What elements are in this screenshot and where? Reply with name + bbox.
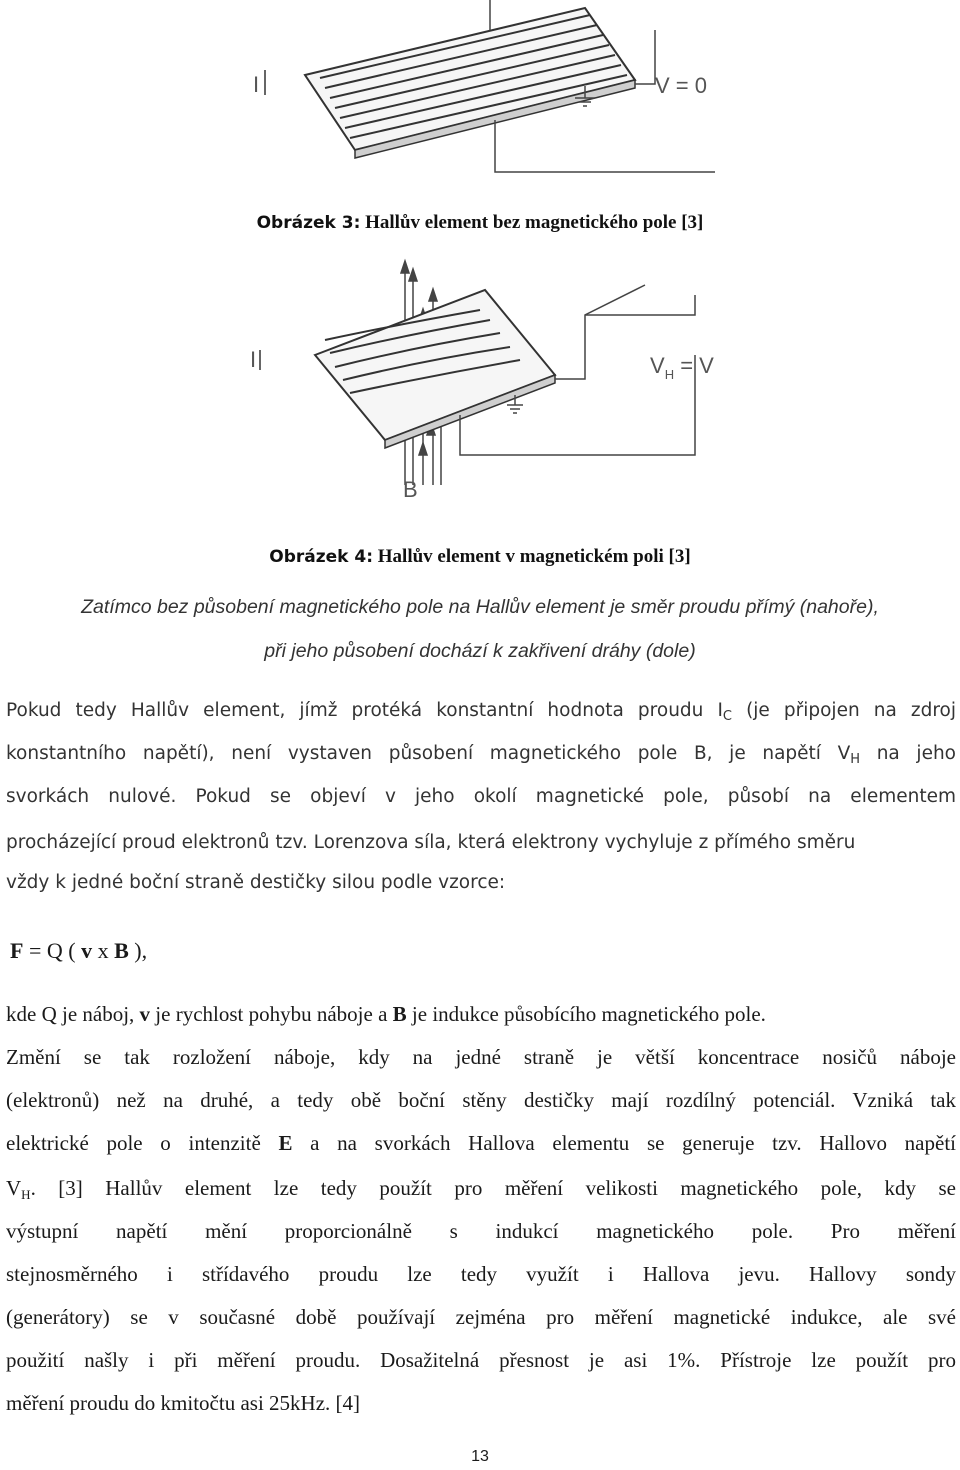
paragraph-line: vždy k jedné boční straně destičky silou podle vzorce: <box>6 872 506 893</box>
paragraph-line: kde Q je náboj, v je rychlost pohybu náboje a B je indukce působícího magnetického pole. <box>6 1002 766 1026</box>
lorentz-formula: F = Q ( v x B ), <box>10 938 148 963</box>
paragraph-line: měření proudu do kmitočtu asi 25kHz. [4] <box>6 1391 361 1415</box>
paragraph-line: výstupní napětí mění proporcionálně s indukcí magnetického pole. Pro měření <box>6 1219 956 1243</box>
figure-note-line-2: při jeho působení dochází k zakřivení dráhy (dole) <box>264 640 696 662</box>
paragraph-line: svorkách nulové. Pokud se objeví v jeho okolí magnetické pole, působí na elementem <box>6 786 956 807</box>
paragraph-line: procházející proud elektronů tzv. Lorenzova síla, která elektrony vychyluje z přímého směru <box>6 832 856 853</box>
figure-4-caption <box>0 546 960 568</box>
paragraph-line: (generátory) se v současné době používají zejména pro měření magnetické indukce, ale své <box>6 1305 956 1329</box>
hall-element-diagram-with-field <box>245 255 720 505</box>
field-label: B <box>403 477 418 502</box>
paragraph-line: Změní se tak rozložení náboje, kdy na jedné straně je větší koncentrace nosičů náboje <box>6 1045 956 1069</box>
hall-element-diagram-no-field <box>245 0 715 175</box>
hall-voltage-label: $V_H = V$ <box>650 353 714 382</box>
paragraph-line: použití našly i při měření proudu. Dosažitelná přesnost je asi 1%. Přístroje lze použít pro <box>6 1348 956 1372</box>
caption-text: Hallův element bez magnetického pole [3] <box>360 212 704 233</box>
current-label: I <box>253 72 260 97</box>
paragraph-line: elektrické pole o intenzitě E a na svorkách Hallova elementu se generuje tzv. Hallovo napětí <box>6 1131 956 1155</box>
voltage-label: V = 0 <box>655 73 707 98</box>
figure-3-caption <box>0 212 960 234</box>
paragraph-line: stejnosměrného i střídavého proudu lze tedy využít i Hallova jevu. Hallovy sondy <box>6 1262 956 1286</box>
paragraph-line: Pokud tedy Hallův element, jímž protéká konstantní hodnota proudu $I_C$ (je připojen na zdroj <box>6 700 957 724</box>
caption-lead: Obrázek 3: <box>256 213 361 233</box>
caption-text: Hallův element v magnetickém poli [3] <box>373 546 691 567</box>
paragraph-line: (elektronů) než na druhé, a tedy obě boční stěny destičky mají rozdílný potenciál. Vzniká tak <box>6 1088 956 1112</box>
current-label: I <box>250 347 257 372</box>
paragraph-line: konstantního napětí), není vystaven působení magnetického pole B, je napětí $V_H$ na jeho <box>6 743 957 767</box>
caption-lead: Obrázek 4: <box>269 547 374 567</box>
figure-note-line-1: Zatímco bez působení magnetického pole na Hallův element je směr proudu přímý (nahoře), <box>81 596 879 618</box>
page-number: 13 <box>471 1448 489 1465</box>
paragraph-line: $V_H$. [3] Hallův element lze tedy použít pro měření velikosti magnetického pole, kdy se <box>6 1176 956 1202</box>
